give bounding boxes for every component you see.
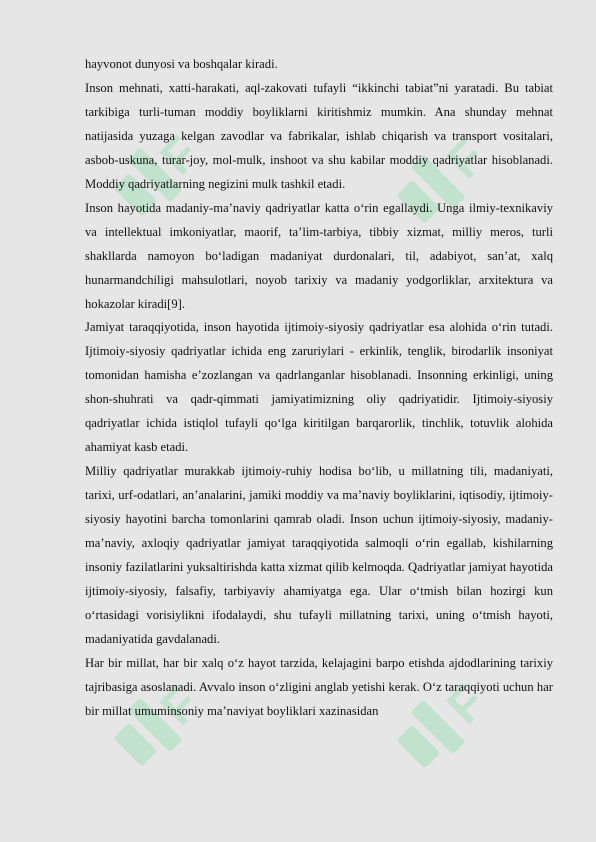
paragraph: Jamiyat taraqqiyotida, inson hayotida ijtimoiy-siyosiy qadriyatlar esa alohida o‘rin tutadi. Ijtimoiy-siyosiy qadriyatlar ichida eng zaruriylari - erkinlik, tenglik, birodarlik insoniyat tomonidan hamisha e’zozlangan va qadrlanganlar hisoblanadi. Insonning erkinligi, uning shon-shuhrati va qadr-qimmati jamiyatimizning oliy qadriyatidir. Ijtimoiy-siyosiy qadriyatlar ichida istiqlol tufayli qo‘lga kiritilgan barqarorlik, tinchlik, totuvlik alohida ahamiyat kasb etadi.: [85, 320, 553, 455]
paragraph: Milliy qadriyatlar murakkab ijtimoiy-ruhiy hodisa bo‘lib, u millatning tili, madaniyati, tarixi, urf-odatlari, an’analarini, jamiki moddiy va ma’naviy boyliklarini, iqtisodiy, ijtimoiy-siyosiy hayotini barcha tomonlarini qamrab oladi. Inson uchun ijtimoiy-siyosiy, madaniy-ma’naviy, axloqiy qadriyatlar jamiyat taraqqiyotida salmoqli o‘rin egallab, kishilarning insoniy fazilatlarini yuksaltirishda katta xizmat qilib kelmoqda. Qadriyatlar jamiyat hayotida ijtimoiy-siyosiy, falsafiy, tarbiyaviy ahamiyatga ega. Ular o‘tmish bilan hozirgi kun o‘rtasidagi vorisiylikni ifodalaydi, shu tufayli millatning tarixi, uning o‘tmish hayoti, madaniyatida gavdalanadi.: [85, 464, 553, 646]
svg-text:F: F: [437, 130, 496, 189]
svg-text:F: F: [150, 677, 210, 736]
svg-text:F: F: [437, 675, 496, 734]
paragraph: Inson mehnati, xatti-harakati, aql-zakovati tufayli “ikkinchi tabiat”ni yaratadi. Bu tabiat tarkibiga turli-tuman moddiy boyliklarni kiritishmiz mumkin. Ana shunday mehnat natijasida yuzaga kelgan zavodlar va fabrikalar, ishlab chiqarish va transport vositalari, asbob-uskuna, turar-joy, mol-mulk, inshoot va shu kabilar moddiy qadriyatlar hisoblanadi. Moddiy qadriyatlarning negizini mulk tashkil etadi.: [85, 80, 553, 191]
paragraph: Har bir millat, har bir xalq o‘z hayot tarzida, kelajagini barpo etishda ajdodlarining tarixiy tajribasiga asoslanadi. Avvalo inson o‘zligini anglab yetishi kerak. O‘z taraqqiyoti uchun har bir millat umuminsoniy ma’naviyat boyliklari xazinasidan: [85, 655, 553, 718]
svg-text:F: F: [150, 127, 210, 186]
body-text: [85, 53, 553, 724]
paragraph: Inson hayotida madaniy-ma’naviy qadriyatlar katta o‘rin egallaydi. Unga ilmiy-texnikaviy va intellektual imkoniyatlar, maorif, ta’lim-tarbiya, tibbiy xizmat, milliy meros, turli shakllarda namoyon bo‘ladigan madaniyat durdonalari, til, adabiyot, san’at, xalq hunarmandchiligi mahsulotlari, noyob tarixiy va madaniy yodgorliklar, arxitektura va hokazolar kiradi[9].: [85, 200, 553, 311]
paragraph: hayvonot dunyosi va boshqalar kiradi.: [85, 57, 278, 71]
